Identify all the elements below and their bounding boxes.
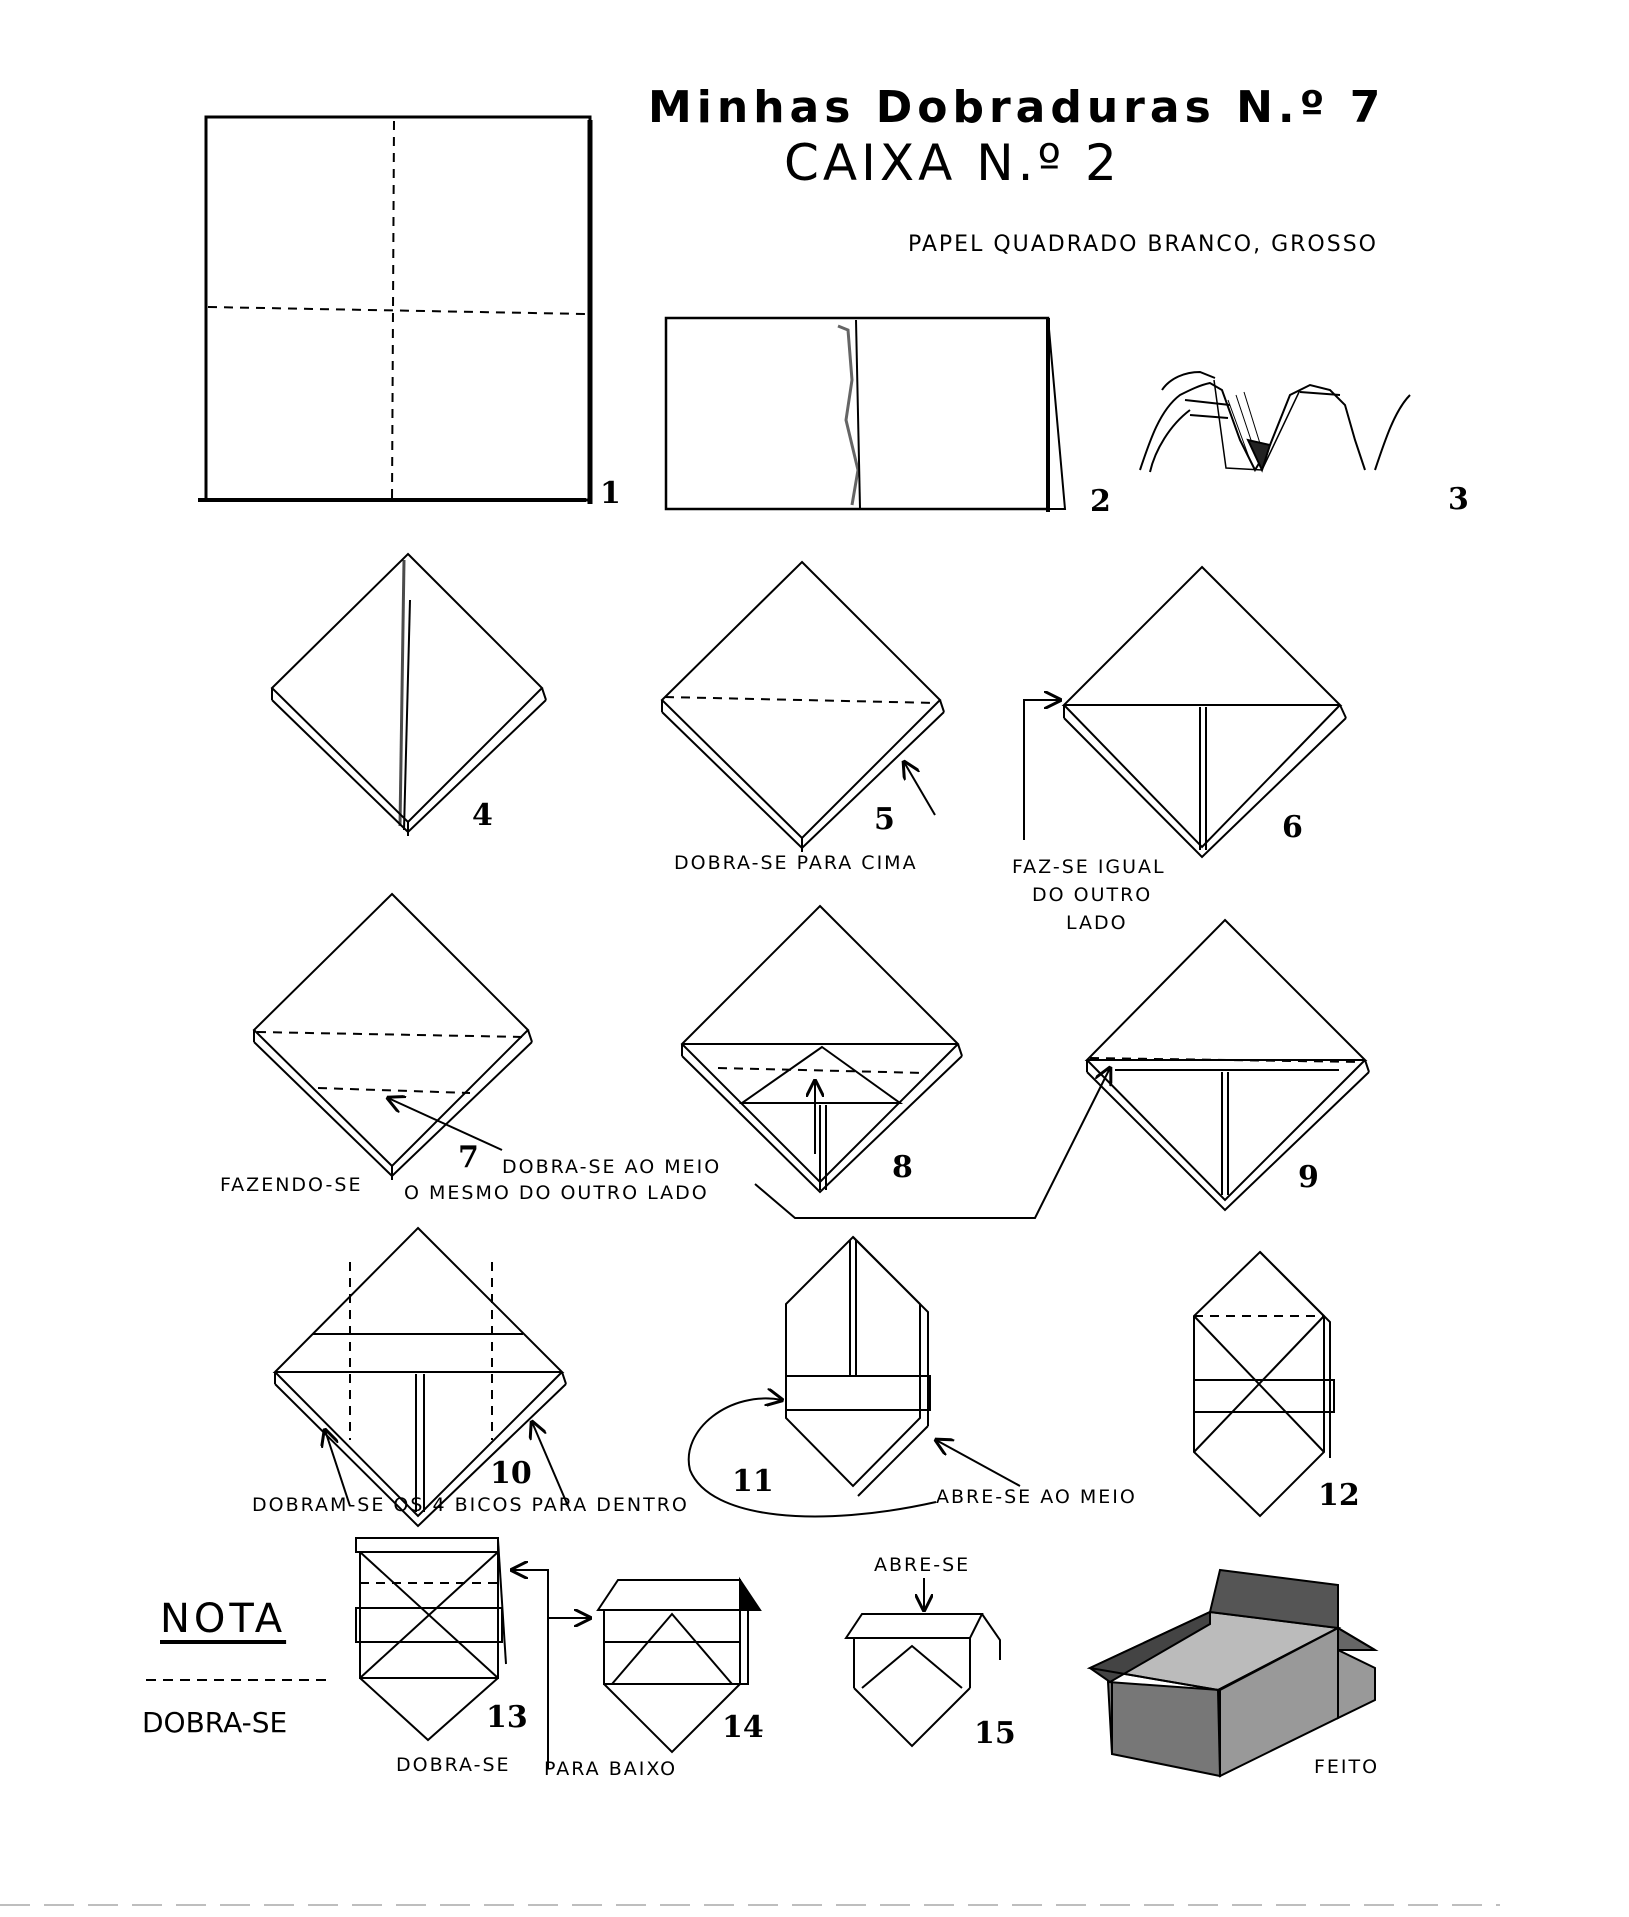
caption-fold-word: DOBRA-SE <box>396 1754 511 1776</box>
step-number-14: 14 <box>722 1710 764 1745</box>
step-number-5: 5 <box>874 802 895 837</box>
legend-heading: NOTA <box>160 1596 287 1642</box>
step-number-9: 9 <box>1298 1160 1319 1195</box>
step-3-hands-figure <box>1140 372 1410 472</box>
caption-same-other-side-line1: FAZ-SE IGUAL <box>1012 856 1166 878</box>
step-9-figure <box>1087 920 1369 1210</box>
caption-four-points: DOBRAM-SE OS 4 BICOS PARA DENTRO <box>252 1494 689 1516</box>
caption-done: FEITO <box>1314 1756 1380 1778</box>
step-number-7: 7 <box>458 1140 479 1175</box>
page-subtitle: CAIXA N.º 2 <box>784 134 1121 192</box>
caption-fold-half: DOBRA-SE AO MEIO <box>502 1156 722 1178</box>
page-title: Minhas Dobraduras N.º 7 <box>648 82 1386 133</box>
caption-doing-suffix: O MESMO DO OUTRO LADO <box>404 1182 709 1204</box>
step-number-3: 3 <box>1448 482 1469 517</box>
step-5-diamond-figure <box>662 562 944 852</box>
step-8-figure <box>682 906 962 1192</box>
caption-same-other-side-line3: LADO <box>1066 912 1128 934</box>
caption-fold-up: DOBRA-SE PARA CIMA <box>674 852 918 874</box>
step-12-figure <box>1194 1252 1334 1516</box>
caption-open-half: ABRE-SE AO MEIO <box>936 1486 1137 1508</box>
step-13-figure <box>356 1538 590 1768</box>
finished-box-figure <box>1090 1570 1375 1776</box>
step-number-11: 11 <box>732 1464 774 1499</box>
step-4-diamond-figure <box>272 554 546 836</box>
paper-note: PAPEL QUADRADO BRANCO, GROSSO <box>908 232 1378 257</box>
step-7-diamond-figure <box>254 894 532 1180</box>
step-number-6: 6 <box>1282 810 1303 845</box>
step-1-square-figure <box>198 117 590 504</box>
caption-same-other-side-line2: DO OUTRO <box>1032 884 1153 906</box>
caption-doing-prefix: FAZENDO-SE <box>220 1174 363 1196</box>
step-number-12: 12 <box>1318 1478 1360 1513</box>
step-number-1: 1 <box>600 476 621 511</box>
step-number-2: 2 <box>1090 484 1111 519</box>
step-number-8: 8 <box>892 1150 913 1185</box>
step-2-folded-rectangle-figure <box>666 318 1065 512</box>
legend-symbol-label: DOBRA-SE <box>142 1706 288 1739</box>
step-number-4: 4 <box>472 798 493 833</box>
caption-opens: ABRE-SE <box>874 1554 971 1576</box>
caption-downward: PARA BAIXO <box>544 1758 678 1780</box>
connector-arrow-8-to-9 <box>755 1068 1110 1218</box>
step-number-13: 13 <box>486 1700 528 1735</box>
step-number-10: 10 <box>490 1456 532 1491</box>
step-number-15: 15 <box>974 1716 1016 1751</box>
